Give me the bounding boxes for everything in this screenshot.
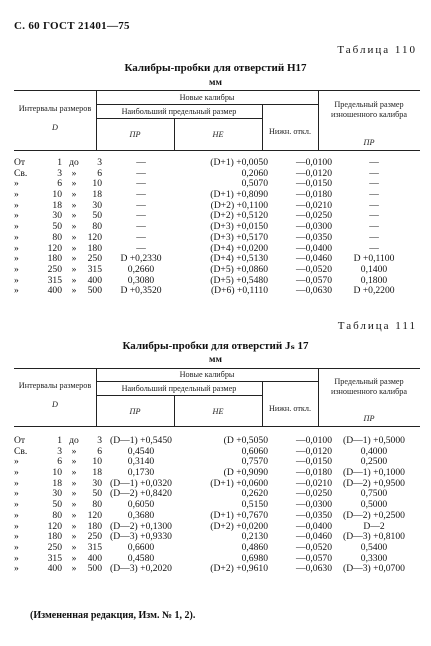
interval-low: 18 xyxy=(52,199,62,211)
table-110-units: мм xyxy=(209,78,222,88)
table-row xyxy=(14,286,420,297)
interval-high: 18 xyxy=(92,467,102,479)
lower-deviation: —0,0570 xyxy=(296,552,332,564)
interval-separator: » xyxy=(71,231,77,243)
interval-prefix: » xyxy=(14,189,19,201)
ne-value: (D+2) +0,5120 xyxy=(210,210,268,222)
pr-value: 0,6050 xyxy=(127,499,155,511)
table-111 xyxy=(14,368,420,583)
interval-prefix: » xyxy=(14,520,19,532)
worn-limit: (D—2) +0,9500 xyxy=(343,477,405,489)
lower-deviation: —0,0570 xyxy=(296,274,332,286)
interval-separator: » xyxy=(71,242,77,254)
header-max-limit: Наибольший предельный размер xyxy=(121,107,237,116)
ne-value: 0,5070 xyxy=(241,178,268,190)
interval-prefix: » xyxy=(14,509,19,521)
interval-high: 50 xyxy=(92,488,102,500)
worn-limit: — xyxy=(369,157,379,168)
worn-limit: — xyxy=(369,167,379,179)
pr-value: (D—1) +0,0320 xyxy=(110,477,172,489)
interval-high: 3 xyxy=(97,157,102,168)
table-rule xyxy=(14,368,420,369)
table-111-title: Калибры-пробки для отверстий Jₛ 17 xyxy=(122,340,309,352)
pr-value: 0,6600 xyxy=(127,541,155,553)
interval-separator: » xyxy=(71,509,77,521)
ne-value: (D+4) +0,0200 xyxy=(210,242,268,254)
interval-separator: » xyxy=(71,520,77,532)
lower-deviation: —0,0180 xyxy=(296,189,332,201)
interval-prefix: » xyxy=(14,456,19,468)
pr-value: — xyxy=(136,189,146,201)
ne-value: (D+3) +0,5170 xyxy=(210,231,268,243)
ne-value: (D+1) +0,0600 xyxy=(210,477,268,489)
table-110-title: Калибры-пробки для отверстий H17 xyxy=(124,62,307,74)
table-rule xyxy=(14,150,420,151)
pr-value: 0,3080 xyxy=(127,274,155,286)
interval-high: 6 xyxy=(97,167,102,179)
pr-value: — xyxy=(136,199,146,211)
interval-prefix: От xyxy=(14,435,26,446)
interval-prefix: » xyxy=(14,285,19,297)
interval-high: 3 xyxy=(97,435,102,446)
interval-prefix: Св. xyxy=(14,445,28,457)
interval-separator: » xyxy=(71,488,77,500)
interval-prefix: » xyxy=(14,274,19,286)
worn-limit: (D—3) +0,8100 xyxy=(343,531,405,543)
header-intervals-d: D xyxy=(52,400,58,409)
lower-deviation: —0,0350 xyxy=(296,231,332,243)
worn-limit: 0,4000 xyxy=(360,445,388,457)
lower-deviation: —0,0120 xyxy=(296,167,332,179)
ne-value: (D+5) +0,0860 xyxy=(210,263,268,275)
interval-low: 1 xyxy=(57,435,62,446)
interval-low: 315 xyxy=(47,274,62,286)
interval-high: 80 xyxy=(92,499,102,511)
lower-deviation: —0,0150 xyxy=(296,456,332,468)
pr-value: (D—3) +0,2020 xyxy=(110,563,172,575)
header-lower-dev: Нижн. откл. xyxy=(268,404,312,413)
worn-limit: (D—1) +0,5000 xyxy=(343,435,405,446)
ne-value: 0,2130 xyxy=(241,531,268,543)
pr-value: 0,4580 xyxy=(127,552,155,564)
header-ne: НЕ xyxy=(212,130,224,139)
header-intervals-d: D xyxy=(52,123,58,132)
header-new-gauges: Новые калибры xyxy=(179,370,235,379)
table-rule xyxy=(14,426,420,427)
pr-value: — xyxy=(136,231,146,243)
interval-low: 6 xyxy=(57,178,62,190)
ne-value: (D+4) +0,5130 xyxy=(210,253,268,265)
lower-deviation: —0,0300 xyxy=(296,499,332,511)
pr-value: — xyxy=(136,167,146,179)
header-ne: НЕ xyxy=(212,407,224,416)
lower-deviation: —0,0400 xyxy=(296,242,332,254)
interval-high: 250 xyxy=(87,253,102,265)
table-110-body xyxy=(14,158,420,297)
lower-deviation: —0,0210 xyxy=(296,199,332,211)
ne-value: (D +0,9090 xyxy=(223,467,268,479)
interval-separator: » xyxy=(71,167,77,179)
lower-deviation: —0,0630 xyxy=(296,563,332,575)
pr-value: — xyxy=(136,242,146,254)
worn-limit: — xyxy=(369,199,379,211)
ne-value: (D+1) +0,7670 xyxy=(210,509,268,521)
interval-low: 6 xyxy=(57,456,62,468)
worn-limit: 0,7500 xyxy=(360,488,388,500)
interval-separator: » xyxy=(71,189,77,201)
interval-high: 80 xyxy=(92,221,102,233)
pr-value: 0,1730 xyxy=(127,467,155,479)
pr-value: 0,3680 xyxy=(127,509,155,521)
interval-high: 180 xyxy=(87,242,102,254)
lower-deviation: —0,0400 xyxy=(296,520,332,532)
interval-separator: » xyxy=(71,552,77,564)
lower-deviation: —0,0630 xyxy=(296,285,332,297)
ne-value: 0,2620 xyxy=(241,488,268,500)
interval-high: 18 xyxy=(92,189,102,201)
worn-limit: (D—1) +0,1000 xyxy=(343,467,405,479)
table-111-units: мм xyxy=(209,355,222,365)
interval-separator: » xyxy=(71,541,77,553)
lower-deviation: —0,0520 xyxy=(296,263,332,275)
interval-low: 400 xyxy=(47,285,62,297)
interval-prefix: » xyxy=(14,253,19,265)
worn-limit: D—2 xyxy=(363,520,385,532)
interval-high: 30 xyxy=(92,477,102,489)
interval-separator: » xyxy=(71,467,77,479)
interval-separator: » xyxy=(71,563,77,575)
interval-low: 10 xyxy=(52,189,62,201)
interval-separator: » xyxy=(71,253,77,265)
lower-deviation: —0,0460 xyxy=(296,253,332,265)
lower-deviation: —0,0300 xyxy=(296,221,332,233)
interval-low: 250 xyxy=(47,263,62,275)
interval-separator: » xyxy=(71,477,77,489)
ne-value: 0,6980 xyxy=(241,552,268,564)
interval-separator: » xyxy=(71,456,77,468)
header-pr: ПР xyxy=(129,130,141,139)
interval-prefix: » xyxy=(14,552,19,564)
lower-deviation: —0,0460 xyxy=(296,531,332,543)
worn-limit: (D—2) +0,2500 xyxy=(343,509,405,521)
table-hline xyxy=(96,118,262,119)
header-worn: Предельный размер изношенного калибра xyxy=(330,377,408,396)
header-worn-pr: ПР xyxy=(363,138,375,147)
interval-prefix: » xyxy=(14,263,19,275)
interval-high: 500 xyxy=(87,563,102,575)
table-row xyxy=(14,543,420,554)
table-hline xyxy=(96,395,262,396)
ne-value: 0,4860 xyxy=(241,541,268,553)
interval-separator: до xyxy=(69,435,79,446)
lower-deviation: —0,0250 xyxy=(296,210,332,222)
worn-limit: — xyxy=(369,189,379,201)
interval-high: 315 xyxy=(87,541,102,553)
interval-prefix: » xyxy=(14,178,19,190)
pr-value: 0,2660 xyxy=(127,263,155,275)
table-110-number: Таблица 110 xyxy=(337,44,417,56)
table-rule xyxy=(14,90,420,91)
lower-deviation: —0,0520 xyxy=(296,541,332,553)
interval-prefix: » xyxy=(14,477,19,489)
interval-prefix: » xyxy=(14,467,19,479)
worn-limit: 0,1400 xyxy=(360,263,388,275)
interval-high: 250 xyxy=(87,531,102,543)
header-intervals: Интервалы размеров xyxy=(18,381,92,390)
ne-value: 0,6060 xyxy=(241,445,268,457)
interval-high: 400 xyxy=(87,552,102,564)
worn-limit: (D—3) +0,0700 xyxy=(343,563,405,575)
interval-prefix: » xyxy=(14,563,19,575)
header-worn-pr: ПР xyxy=(363,414,375,423)
interval-low: 180 xyxy=(47,253,62,265)
table-row xyxy=(14,511,420,522)
running-head: С. 60 ГОСТ 21401—75 xyxy=(14,20,130,32)
interval-prefix: » xyxy=(14,242,19,254)
ne-value: 0,7570 xyxy=(241,456,268,468)
lower-deviation: —0,0120 xyxy=(296,445,332,457)
revision-note: (Измененная редакция, Изм. № 1, 2). xyxy=(30,610,196,621)
ne-value: 0,5150 xyxy=(241,499,268,511)
interval-high: 10 xyxy=(92,178,102,190)
ne-value: (D+2) +0,1100 xyxy=(210,199,268,211)
worn-limit: D +0,1100 xyxy=(353,253,395,265)
interval-low: 180 xyxy=(47,531,62,543)
header-worn: Предельный размер изношенного калибра xyxy=(330,100,408,119)
worn-limit: — xyxy=(369,178,379,190)
table-row xyxy=(14,265,420,276)
interval-high: 120 xyxy=(87,231,102,243)
interval-low: 50 xyxy=(52,499,62,511)
interval-separator: » xyxy=(71,210,77,222)
interval-prefix: » xyxy=(14,231,19,243)
interval-high: 10 xyxy=(92,456,102,468)
interval-low: 250 xyxy=(47,541,62,553)
worn-limit: 0,3300 xyxy=(360,552,388,564)
ne-value: (D+1) +0,8090 xyxy=(210,189,268,201)
header-pr: ПР xyxy=(129,407,141,416)
header-lower-dev: Нижн. откл. xyxy=(268,127,312,136)
interval-low: 3 xyxy=(57,445,62,457)
lower-deviation: —0,0150 xyxy=(296,178,332,190)
interval-prefix: » xyxy=(14,199,19,211)
interval-separator: » xyxy=(71,178,77,190)
interval-high: 400 xyxy=(87,274,102,286)
interval-prefix: От xyxy=(14,157,26,168)
ne-value: (D+3) +0,0150 xyxy=(210,221,268,233)
pr-value: (D—1) +0,5450 xyxy=(110,435,172,446)
interval-separator: » xyxy=(71,274,77,286)
lower-deviation: —0,0180 xyxy=(296,467,332,479)
interval-separator: » xyxy=(71,531,77,543)
table-111-number: Таблица 111 xyxy=(337,320,417,332)
ne-value: (D +0,5050 xyxy=(223,435,268,446)
pr-value: — xyxy=(136,210,146,222)
interval-high: 180 xyxy=(87,520,102,532)
worn-limit: D +0,2200 xyxy=(353,285,395,297)
ne-value: 0,2060 xyxy=(241,167,268,179)
interval-separator: » xyxy=(71,285,77,297)
interval-low: 400 xyxy=(47,563,62,575)
pr-value: (D—3) +0,9330 xyxy=(110,531,172,543)
pr-value: D +0,3520 xyxy=(120,285,162,297)
interval-prefix: » xyxy=(14,221,19,233)
pr-value: — xyxy=(136,221,146,233)
lower-deviation: —0,0250 xyxy=(296,488,332,500)
table-110 xyxy=(14,90,420,305)
lower-deviation: —0,0350 xyxy=(296,509,332,521)
lower-deviation: —0,0100 xyxy=(296,435,332,446)
pr-value: — xyxy=(136,157,146,168)
interval-prefix: » xyxy=(14,499,19,511)
ne-value: (D+6) +0,1110 xyxy=(210,285,268,297)
interval-low: 80 xyxy=(52,231,62,243)
table-111-body xyxy=(14,436,420,575)
interval-separator: » xyxy=(71,499,77,511)
lower-deviation: —0,0210 xyxy=(296,477,332,489)
pr-value: 0,4540 xyxy=(127,445,155,457)
worn-limit: — xyxy=(369,242,379,254)
interval-separator: » xyxy=(71,445,77,457)
interval-high: 50 xyxy=(92,210,102,222)
interval-low: 120 xyxy=(47,520,62,532)
worn-limit: 0,5400 xyxy=(360,541,388,553)
worn-limit: 0,5000 xyxy=(360,499,388,511)
interval-separator: » xyxy=(71,199,77,211)
interval-low: 80 xyxy=(52,509,62,521)
interval-prefix: » xyxy=(14,488,19,500)
header-max-limit: Наибольший предельный размер xyxy=(121,384,237,393)
table-hline xyxy=(96,104,318,105)
pr-value: D +0,2330 xyxy=(120,253,162,265)
interval-low: 1 xyxy=(57,157,62,168)
interval-low: 18 xyxy=(52,477,62,489)
interval-high: 30 xyxy=(92,199,102,211)
worn-limit: — xyxy=(369,221,379,233)
interval-low: 10 xyxy=(52,467,62,479)
interval-low: 315 xyxy=(47,552,62,564)
table-row xyxy=(14,564,420,575)
worn-limit: 0,2500 xyxy=(360,456,388,468)
interval-high: 500 xyxy=(87,285,102,297)
ne-value: (D+2) +0,9610 xyxy=(210,563,268,575)
header-new-gauges: Новые калибры xyxy=(179,93,235,102)
ne-value: (D+5) +0,5480 xyxy=(210,274,268,286)
pr-value: (D—2) +0,1300 xyxy=(110,520,172,532)
interval-low: 30 xyxy=(52,210,62,222)
header-intervals: Интервалы размеров xyxy=(18,104,92,113)
interval-prefix: » xyxy=(14,531,19,543)
ne-value: (D+2) +0,0200 xyxy=(210,520,268,532)
interval-low: 3 xyxy=(57,167,62,179)
interval-separator: » xyxy=(71,221,77,233)
interval-high: 120 xyxy=(87,509,102,521)
ne-value: (D+1) +0,0050 xyxy=(210,157,268,168)
interval-low: 30 xyxy=(52,488,62,500)
interval-low: 120 xyxy=(47,242,62,254)
table-hline xyxy=(96,381,318,382)
interval-low: 50 xyxy=(52,221,62,233)
pr-value: (D—2) +0,8420 xyxy=(110,488,172,500)
worn-limit: — xyxy=(369,210,379,222)
interval-separator: до xyxy=(69,157,79,168)
worn-limit: 0,1800 xyxy=(360,274,388,286)
interval-prefix: Св. xyxy=(14,167,28,179)
interval-separator: » xyxy=(71,263,77,275)
lower-deviation: —0,0100 xyxy=(296,157,332,168)
interval-high: 315 xyxy=(87,263,102,275)
interval-prefix: » xyxy=(14,541,19,553)
pr-value: 0,3140 xyxy=(127,456,155,468)
interval-prefix: » xyxy=(14,210,19,222)
table-row xyxy=(14,233,420,244)
pr-value: — xyxy=(136,178,146,190)
worn-limit: — xyxy=(369,231,379,243)
interval-high: 6 xyxy=(97,445,102,457)
